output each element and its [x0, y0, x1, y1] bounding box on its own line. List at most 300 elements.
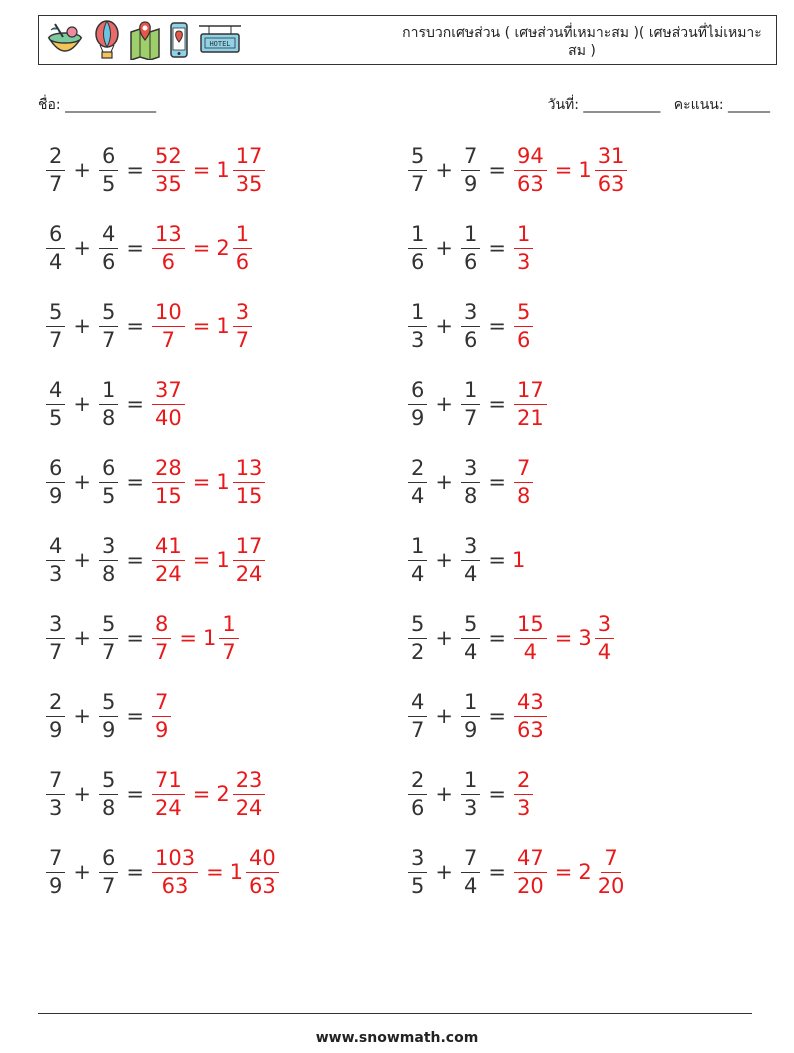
mixed-fraction — [595, 611, 614, 666]
addend-fraction — [46, 533, 65, 588]
numerator: 28 — [152, 455, 185, 483]
denominator: 24 — [154, 561, 182, 586]
problem — [406, 840, 629, 904]
numerator: 2 — [46, 143, 65, 171]
plus-sign: + — [435, 158, 453, 182]
numerator: 41 — [152, 533, 185, 561]
equals-sign: = — [488, 704, 506, 728]
numerator: 15 — [514, 611, 547, 639]
answer-fraction — [514, 689, 547, 744]
problem — [406, 684, 549, 748]
plus-sign: + — [73, 860, 91, 884]
map-icon — [129, 20, 161, 60]
mixed-fraction — [246, 845, 279, 900]
answer-fraction — [514, 767, 533, 822]
mixed-fraction — [233, 455, 266, 510]
addend-fraction — [461, 767, 480, 822]
answer-fraction — [152, 845, 198, 900]
denominator: 7 — [411, 171, 425, 196]
mixed-fraction — [233, 533, 266, 588]
problem-row — [44, 840, 764, 918]
equals-sign: = — [126, 626, 144, 650]
denominator: 6 — [463, 327, 478, 352]
denominator: 20 — [597, 873, 625, 898]
coconut-drink-icon — [45, 20, 85, 60]
answer — [150, 533, 267, 588]
numerator: 6 — [99, 845, 118, 873]
footer-url: www.snowmath.com — [315, 1030, 479, 1046]
addend-fraction — [46, 377, 65, 432]
numerator: 94 — [514, 143, 547, 171]
addend-fraction — [99, 143, 118, 198]
numerator: 7 — [514, 455, 533, 483]
mixed-whole: 1 — [216, 158, 230, 182]
answer-fraction — [152, 455, 185, 510]
numerator: 1 — [461, 689, 480, 717]
denominator: 4 — [523, 639, 538, 664]
denominator: 4 — [463, 561, 478, 586]
denominator: 3 — [516, 795, 531, 820]
addend-fraction — [408, 377, 427, 432]
denominator: 7 — [49, 327, 63, 352]
mixed-fraction — [233, 143, 266, 198]
addend-fraction — [46, 767, 65, 822]
addend-fraction — [408, 845, 427, 900]
footer-divider — [38, 1013, 752, 1014]
numerator: 4 — [408, 689, 427, 717]
numerator: 17 — [233, 143, 266, 171]
denominator: 4 — [463, 639, 478, 664]
numerator: 7 — [601, 845, 620, 873]
equals-sign: = — [488, 548, 506, 572]
addend-fraction — [461, 533, 480, 588]
numerator: 1 — [461, 767, 480, 795]
problem-row — [44, 528, 764, 606]
denominator: 15 — [154, 483, 182, 508]
addend-fraction — [461, 455, 480, 510]
equals-sign: = — [192, 470, 211, 494]
plus-sign: + — [435, 626, 453, 650]
numerator: 23 — [233, 767, 266, 795]
equals-sign: = — [192, 314, 211, 338]
equals-sign: = — [488, 860, 506, 884]
numerator: 3 — [595, 611, 614, 639]
answer — [512, 548, 525, 572]
plus-sign: + — [435, 470, 453, 494]
addend-fraction — [461, 221, 480, 276]
denominator: 7 — [463, 405, 478, 430]
denominator: 63 — [516, 717, 544, 742]
addend-fraction — [461, 143, 480, 198]
numerator: 52 — [152, 143, 185, 171]
plus-sign: + — [435, 704, 453, 728]
denominator: 5 — [101, 483, 116, 508]
denominator: 5 — [101, 171, 116, 196]
numerator: 5 — [99, 689, 118, 717]
problem — [406, 138, 629, 202]
problem-row — [44, 216, 764, 294]
denominator: 5 — [49, 405, 63, 430]
denominator: 6 — [235, 249, 250, 274]
denominator: 7 — [235, 327, 250, 352]
numerator: 6 — [99, 455, 118, 483]
answer-fraction — [514, 221, 533, 276]
mixed-fraction — [219, 611, 238, 666]
denominator: 6 — [161, 249, 176, 274]
answer — [150, 767, 267, 822]
problem — [406, 216, 535, 280]
addend-fraction — [99, 221, 118, 276]
numerator: 1 — [219, 611, 238, 639]
addend-fraction — [408, 143, 427, 198]
numerator: 6 — [99, 143, 118, 171]
numerator: 8 — [152, 611, 171, 639]
addend-fraction — [461, 611, 480, 666]
problem — [406, 762, 535, 826]
date-score-fields — [548, 94, 770, 116]
denominator: 9 — [411, 405, 425, 430]
problem — [406, 294, 535, 358]
numerator: 7 — [461, 143, 480, 171]
numerator: 3 — [99, 533, 118, 561]
numerator: 1 — [99, 377, 118, 405]
problem — [406, 606, 616, 670]
addend-fraction — [408, 455, 427, 510]
problem — [44, 216, 254, 280]
numerator: 40 — [246, 845, 279, 873]
numerator: 4 — [99, 221, 118, 249]
answer-fraction — [152, 221, 185, 276]
addend-fraction — [461, 377, 480, 432]
answer-fraction — [152, 377, 185, 432]
plus-sign: + — [73, 392, 91, 416]
denominator: 63 — [249, 873, 276, 898]
addend-fraction — [99, 377, 118, 432]
problem — [44, 528, 267, 592]
denominator: 8 — [516, 483, 531, 508]
denominator: 3 — [516, 249, 531, 274]
denominator: 63 — [516, 171, 544, 196]
mixed-whole: 2 — [578, 860, 592, 884]
equals-sign: = — [488, 782, 506, 806]
numerator: 1 — [514, 221, 533, 249]
addend-fraction — [408, 533, 427, 588]
problem — [44, 372, 187, 436]
mixed-fraction — [595, 143, 628, 198]
denominator: 9 — [463, 717, 478, 742]
equals-sign: = — [126, 236, 144, 260]
problem-row — [44, 606, 764, 684]
problem-row — [44, 450, 764, 528]
answer-fraction — [152, 533, 185, 588]
problem-row — [44, 762, 764, 840]
equals-sign: = — [192, 158, 211, 182]
mixed-fraction — [233, 221, 252, 276]
plus-sign: + — [73, 314, 91, 338]
numerator: 5 — [46, 299, 65, 327]
answer — [512, 455, 535, 510]
denominator: 3 — [463, 795, 478, 820]
numerator: 3 — [408, 845, 427, 873]
addend-fraction — [46, 455, 65, 510]
answer-fraction — [152, 299, 185, 354]
addend-fraction — [46, 845, 65, 900]
addend-fraction — [46, 689, 65, 744]
denominator: 8 — [463, 483, 478, 508]
mixed-whole: 1 — [216, 470, 230, 494]
denominator: 2 — [411, 639, 425, 664]
denominator: 8 — [101, 561, 116, 586]
denominator: 7 — [101, 327, 116, 352]
plus-sign: + — [73, 548, 91, 572]
answer — [150, 611, 241, 666]
svg-text:HOTEL: HOTEL — [209, 40, 231, 48]
answer-fraction — [152, 689, 171, 744]
answer — [150, 689, 173, 744]
addend-fraction — [408, 767, 427, 822]
numerator: 7 — [46, 845, 65, 873]
equals-sign: = — [554, 626, 573, 650]
addend-fraction — [46, 299, 65, 354]
numerator: 13 — [152, 221, 185, 249]
numerator: 71 — [152, 767, 185, 795]
answer — [512, 767, 535, 822]
denominator: 6 — [463, 249, 478, 274]
denominator: 7 — [101, 873, 116, 898]
numerator: 4 — [46, 377, 65, 405]
mixed-whole: 1 — [216, 314, 230, 338]
equals-sign: = — [488, 626, 506, 650]
denominator: 4 — [49, 249, 63, 274]
numerator: 1 — [233, 221, 252, 249]
addend-fraction — [99, 299, 118, 354]
numerator: 43 — [514, 689, 547, 717]
addend-fraction — [408, 689, 427, 744]
numerator: 6 — [46, 455, 65, 483]
equals-sign: = — [126, 704, 144, 728]
problem — [406, 528, 525, 592]
denominator: 40 — [154, 405, 182, 430]
numerator: 6 — [408, 377, 427, 405]
plus-sign: + — [73, 236, 91, 260]
problem-row — [44, 138, 764, 216]
mixed-whole: 1 — [229, 860, 244, 884]
denominator: 4 — [597, 639, 612, 664]
denominator: 7 — [101, 639, 116, 664]
numerator: 3 — [46, 611, 65, 639]
numerator: 10 — [152, 299, 185, 327]
denominator: 8 — [101, 795, 116, 820]
denominator: 7 — [154, 639, 169, 664]
denominator: 9 — [49, 717, 63, 742]
phone-location-icon — [167, 20, 191, 60]
mixed-fraction — [595, 845, 628, 900]
numerator: 17 — [233, 533, 266, 561]
numerator: 31 — [595, 143, 628, 171]
numerator: 5 — [461, 611, 480, 639]
denominator: 9 — [49, 873, 63, 898]
denominator: 9 — [154, 717, 169, 742]
plus-sign: + — [73, 158, 91, 182]
answer-fraction — [152, 611, 171, 666]
answer — [150, 455, 267, 510]
numerator: 37 — [152, 377, 185, 405]
denominator: 21 — [516, 405, 544, 430]
mixed-whole: 1 — [216, 548, 230, 572]
denominator: 35 — [154, 171, 182, 196]
denominator: 24 — [154, 795, 182, 820]
plus-sign: + — [435, 392, 453, 416]
denominator: 4 — [411, 561, 425, 586]
numerator: 1 — [408, 299, 427, 327]
answer-fraction — [514, 455, 533, 510]
numerator: 1 — [461, 377, 480, 405]
answer-fraction — [152, 143, 185, 198]
addend-fraction — [99, 455, 118, 510]
equals-sign: = — [126, 470, 144, 494]
denominator: 6 — [411, 249, 425, 274]
numerator: 2 — [408, 767, 427, 795]
problem — [44, 684, 173, 748]
problem — [44, 138, 267, 202]
equals-sign: = — [488, 314, 506, 338]
problem — [44, 606, 241, 670]
plus-sign: + — [435, 314, 453, 338]
numerator: 5 — [99, 611, 118, 639]
denominator: 9 — [101, 717, 116, 742]
equals-sign: = — [126, 392, 144, 416]
score-field: คะแนน: ______ — [673, 97, 770, 113]
numerator: 7 — [152, 689, 171, 717]
problem — [406, 372, 549, 436]
problem — [406, 450, 535, 514]
mixed-fraction — [233, 767, 266, 822]
answer — [512, 299, 535, 354]
problem — [44, 450, 267, 514]
denominator: 24 — [235, 795, 263, 820]
numerator: 5 — [408, 143, 427, 171]
plus-sign: + — [435, 548, 453, 572]
addend-fraction — [99, 611, 118, 666]
answer-fraction — [514, 845, 547, 900]
equals-sign: = — [126, 782, 144, 806]
numerator: 7 — [46, 767, 65, 795]
denominator: 6 — [101, 249, 116, 274]
plus-sign: + — [73, 470, 91, 494]
numerator: 3 — [461, 299, 480, 327]
hot-air-balloon-icon — [91, 20, 123, 60]
addend-fraction — [99, 845, 118, 900]
equals-sign: = — [488, 158, 506, 182]
equals-sign: = — [192, 548, 211, 572]
answer — [512, 143, 629, 198]
denominator: 63 — [161, 873, 189, 898]
plus-sign: + — [435, 860, 453, 884]
denominator: 35 — [235, 171, 263, 196]
equals-sign: = — [488, 236, 506, 260]
numerator: 4 — [46, 533, 65, 561]
denominator: 8 — [101, 405, 116, 430]
answer — [150, 845, 281, 900]
numerator: 1 — [461, 221, 480, 249]
problem-row — [44, 372, 764, 450]
denominator: 15 — [235, 483, 263, 508]
addend-fraction — [99, 689, 118, 744]
addend-fraction — [46, 221, 65, 276]
addend-fraction — [408, 299, 427, 354]
mixed-fraction — [233, 299, 252, 354]
denominator: 9 — [49, 483, 63, 508]
addend-fraction — [461, 689, 480, 744]
denominator: 9 — [463, 171, 478, 196]
answer — [512, 689, 549, 744]
problem-grid — [44, 138, 764, 918]
denominator: 7 — [49, 171, 63, 196]
denominator: 3 — [411, 327, 425, 352]
numerator: 3 — [461, 455, 480, 483]
denominator: 63 — [597, 171, 625, 196]
numerator: 5 — [514, 299, 533, 327]
answer — [150, 377, 187, 432]
numerator: 17 — [514, 377, 547, 405]
denominator: 6 — [411, 795, 425, 820]
answer — [150, 143, 267, 198]
answer-fraction — [514, 143, 547, 198]
equals-sign: = — [488, 470, 506, 494]
plus-sign: + — [73, 704, 91, 728]
problem — [44, 762, 267, 826]
numerator: 5 — [99, 767, 118, 795]
mixed-whole: 1 — [202, 626, 217, 650]
answer — [512, 377, 549, 432]
numerator: 6 — [46, 221, 65, 249]
equals-sign: = — [126, 548, 144, 572]
denominator: 24 — [235, 561, 263, 586]
addend-fraction — [99, 767, 118, 822]
denominator: 7 — [222, 639, 236, 664]
plus-sign: + — [435, 782, 453, 806]
denominator: 4 — [463, 873, 478, 898]
header-icons — [45, 20, 243, 60]
numerator: 13 — [233, 455, 266, 483]
date-field: วันที่: ___________ — [547, 97, 661, 113]
denominator: 7 — [161, 327, 176, 352]
denominator: 7 — [49, 639, 63, 664]
addend-fraction — [46, 143, 65, 198]
denominator: 4 — [411, 483, 425, 508]
answer — [150, 299, 254, 354]
denominator: 3 — [49, 561, 63, 586]
denominator: 5 — [411, 873, 425, 898]
equals-sign: = — [554, 158, 573, 182]
addend-fraction — [408, 221, 427, 276]
answer-fraction — [152, 767, 185, 822]
numerator: 1 — [408, 221, 427, 249]
addend-fraction — [461, 299, 480, 354]
problem — [44, 294, 254, 358]
numerator: 47 — [514, 845, 547, 873]
denominator: 3 — [49, 795, 63, 820]
addend-fraction — [408, 611, 427, 666]
mixed-whole: 3 — [578, 626, 592, 650]
equals-sign: = — [206, 860, 224, 884]
numerator: 2 — [408, 455, 427, 483]
numerator: 5 — [99, 299, 118, 327]
answer-fraction — [514, 611, 547, 666]
answer — [512, 611, 616, 666]
equals-sign: = — [488, 392, 506, 416]
answer-whole: 1 — [511, 548, 526, 572]
